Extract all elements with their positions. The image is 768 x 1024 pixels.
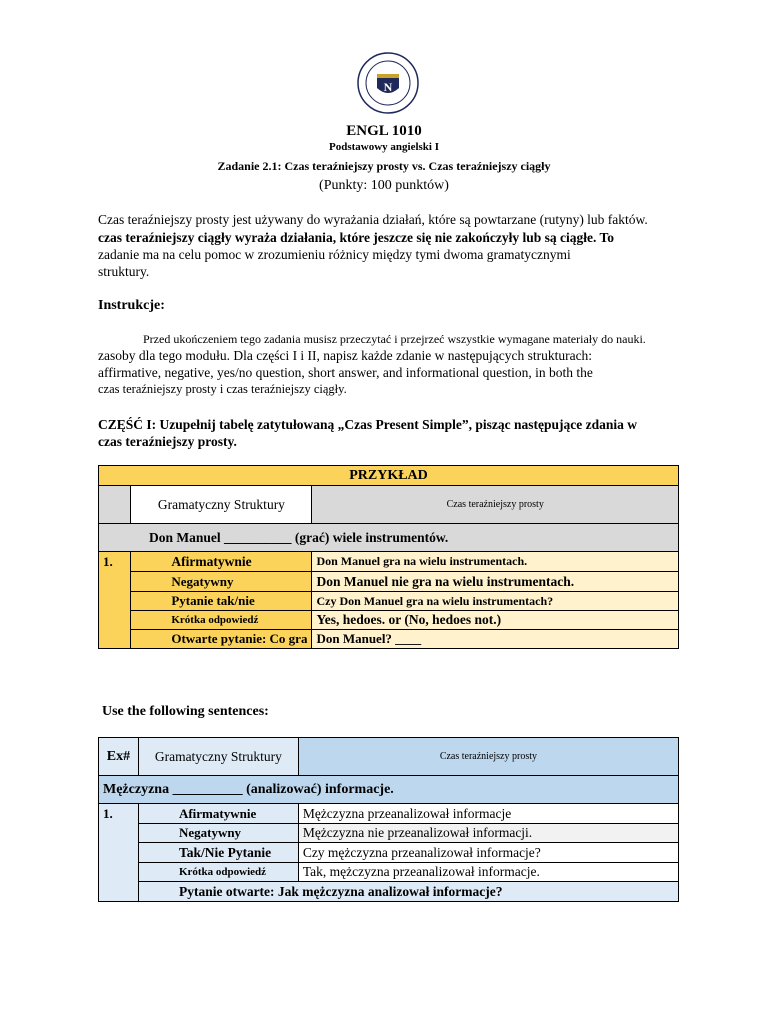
exercise-col-structure: Gramatyczny Struktury	[138, 738, 298, 776]
example-value-open-question: Don Manuel? ____	[312, 630, 679, 649]
exercise-row-number: 1.	[99, 804, 139, 902]
example-blank-cell	[99, 486, 131, 524]
example-value-yes-no: Czy Don Manuel gra na wielu instrumentach?	[312, 592, 679, 611]
exercise-value-short-answer[interactable]: Tak, mężczyzna przeanalizował informacje.	[298, 863, 678, 882]
instructions-heading: Instrukcje:	[98, 298, 165, 313]
instructions-line-2: zasoby dla tego modułu. Dla części I i II, napisz każde zdanie w następujących strukturach:	[98, 348, 593, 363]
instructions-line-3: affirmative, negative, yes/no question, short answer, and informational question, in both the	[98, 365, 593, 380]
intro-line-3: zadanie ma na celu pomoc w zrozumieniu różnicy między tymi dwoma gramatycznymi	[98, 247, 571, 262]
exercise-label-short-answer: Krótka odpowiedź	[138, 863, 298, 882]
assignment-title: Zadanie 2.1: Czas teraźniejszy prosty vs. Czas teraźniejszy ciągły	[217, 159, 551, 173]
example-label-affirmative: Afirmatywnie	[131, 552, 312, 572]
exercise-sentence: Mężczyzna __________ (analizować) informacje.	[99, 776, 679, 804]
university-seal-logo	[357, 52, 419, 114]
use-sentences-heading: Use the following sentences:	[102, 704, 269, 719]
svg-text:N: N	[383, 80, 393, 94]
exercise-col-ex: Ex#	[99, 738, 139, 776]
intro-line-1: Czas teraźniejszy prosty jest używany do wyrażania działań, które są powtarzane (rutyny) lub faktów.	[98, 212, 648, 227]
example-label-negative: Negatywny	[131, 572, 312, 592]
example-label-open-question: Otwarte pytanie: Co gra	[131, 630, 312, 649]
points-label: (Punkty: 100 punktów)	[319, 178, 449, 193]
exercise-label-affirmative: Afirmatywnie	[138, 804, 298, 824]
course-title: ENGL 1010	[346, 123, 422, 139]
instructions-line-4: czas teraźniejszy prosty i czas teraźniejszy ciągły.	[98, 382, 347, 396]
exercise-value-affirmative[interactable]: Mężczyzna przeanalizował informacje	[298, 804, 678, 824]
part1-line-2: czas teraźniejszy prosty.	[98, 434, 237, 449]
intro-line-4: struktury.	[98, 264, 150, 279]
example-value-short-answer: Yes, hedoes. or (No, hedoes not.)	[312, 611, 679, 630]
example-table-title: PRZYKŁAD	[99, 466, 679, 486]
example-label-short-answer: Krótka odpowiedź	[131, 611, 312, 630]
example-col-structure: Gramatyczny Struktury	[131, 486, 312, 524]
exercise-value-negative[interactable]: Mężczyzna nie przeanalizował informacji.	[298, 824, 678, 843]
instructions-line-1: Przed ukończeniem tego zadania musisz przeczytać i przejrzeć wszystkie wymagane materiały do nauki.	[143, 332, 646, 346]
example-value-affirmative: Don Manuel gra na wielu instrumentach.	[312, 552, 679, 572]
intro-line-2: czas teraźniejszy ciągły wyraża działania, które jeszcze się nie zakończyły lub są ciągłe. To	[98, 230, 615, 245]
course-subtitle: Podstawowy angielski I	[328, 141, 440, 153]
example-value-negative: Don Manuel nie gra na wielu instrumentach.	[312, 572, 679, 592]
example-label-yes-no: Pytanie tak/nie	[131, 592, 312, 611]
example-row-number: 1.	[99, 552, 131, 649]
example-col-tense: Czas teraźniejszy prosty	[312, 486, 679, 524]
exercise-open-question: Pytanie otwarte: Jak mężczyzna analizował informacje?	[138, 882, 678, 902]
exercise-table	[98, 737, 679, 902]
exercise-label-yes-no: Tak/Nie Pytanie	[138, 843, 298, 863]
example-table	[98, 465, 679, 649]
exercise-label-negative: Negatywny	[138, 824, 298, 843]
part1-line-1: CZĘŚĆ I: Uzupełnij tabelę zatytułowaną „Czas Present Simple”, pisząc następujące zdania w	[98, 417, 637, 432]
exercise-col-tense: Czas teraźniejszy prosty	[298, 738, 678, 776]
example-sentence: Don Manuel __________ (grać) wiele instrumentów.	[99, 524, 679, 552]
exercise-value-yes-no[interactable]: Czy mężczyzna przeanalizował informacje?	[298, 843, 678, 863]
